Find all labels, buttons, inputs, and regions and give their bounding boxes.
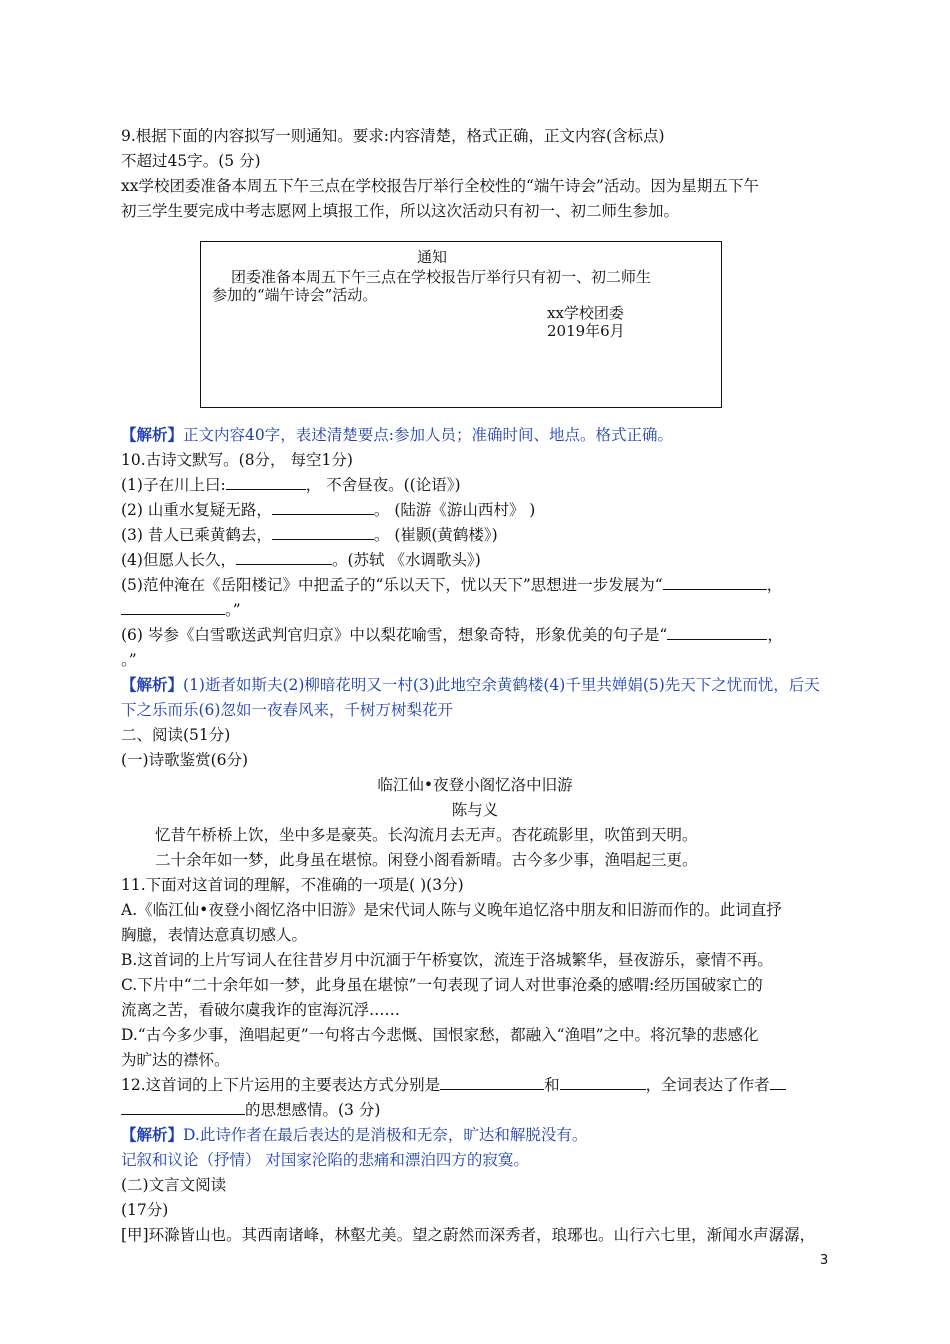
answer-blank[interactable] — [663, 574, 767, 590]
q10-item3-suffix: 。 (崔颢(黄鹤楼》) — [373, 526, 498, 544]
q9-prompt-line1: 9.根据下面的内容拟写一则通知。要求:内容清楚，格式正确，正文内容(含标点) — [121, 127, 665, 145]
answer-blank[interactable] — [272, 524, 374, 540]
q9-material-line2: 初三学生要完成中考志愿网上填报工作，所以这次活动只有初一、初二师生参加。 — [121, 202, 680, 220]
q9-analysis — [121, 424, 673, 446]
notice-title: 通知 — [417, 248, 448, 266]
answer-blank[interactable] — [226, 474, 306, 490]
q12-suffix: 的思想感情。(3 分) — [245, 1101, 381, 1119]
q11-option-c-line2: 流离之苦，看破尔虞我诈的宦海沉浮…… — [121, 1001, 401, 1019]
q12-analysis-line1 — [121, 1124, 587, 1146]
q11-stem: 11.下面对这首词的理解，不准确的一项是( )(3分) — [121, 876, 464, 894]
q10-title: 10.古诗文默写。(8分， 每空1分) — [121, 451, 353, 469]
answer-blank[interactable] — [440, 1074, 544, 1090]
q10-item5-line2 — [121, 599, 241, 621]
q10-item2 — [121, 499, 535, 521]
q10-item4-prefix: (4)但愿人长久， — [121, 551, 236, 569]
analysis-tag: 【解析】 — [121, 425, 184, 444]
poem-author: 陈与义 — [451, 801, 499, 819]
poem-verse1: 忆昔午桥桥上饮，坐中多是豪英。长沟流月去无声。杏花疏影里，吹笛到天明。 — [155, 826, 698, 844]
q10-item1-suffix: ， 不舍昼夜。((论语》) — [305, 476, 461, 494]
q10-analysis-line1 — [121, 674, 820, 696]
q10-analysis-text: (1)逝者如斯夫(2)柳暗花明又一村(3)此地空余黄鹤楼(4)千里共婵娟(5)先天下之忧而忧，后天 — [183, 676, 820, 694]
q9-material-line1: xx学校团委准备本周五下午三点在学校报告厅举行全校性的“端午诗会”活动。因为星期五下午 — [121, 177, 759, 195]
q10-item5-end: 。” — [225, 601, 241, 619]
q10-item6-line1 — [121, 624, 783, 646]
classical-text-line1: [甲]环滁皆山也。其西南诸峰，林壑尤美。望之蔚然而深秀者，琅琊也。山行六七里，渐闻水声潺潺， — [121, 1226, 816, 1244]
q10-item4 — [121, 549, 481, 571]
q10-item2-prefix: (2) 山重水复疑无路， — [121, 501, 272, 519]
q10-item4-suffix: 。(苏轼 《水调歌头》) — [331, 551, 481, 569]
poetry-heading: (一)诗歌鉴赏(6分) — [121, 751, 249, 769]
answer-blank[interactable] — [121, 1099, 245, 1115]
page-number: 3 — [820, 1253, 829, 1268]
classical-heading: (二)文言文阅读 — [121, 1176, 227, 1194]
q10-item3 — [121, 524, 498, 546]
q12-analysis-text: D.此诗作者在最后表达的是消极和无奈，旷达和解脱没有。 — [183, 1126, 588, 1144]
q10-item5-comma: ， — [766, 576, 783, 594]
notice-body-line1: 团委准备本周五下午三点在学校报告厅举行只有初一、初二师生 — [231, 268, 652, 286]
answer-blank[interactable] — [236, 549, 332, 565]
analysis-tag: 【解析】 — [121, 675, 184, 694]
answer-blank[interactable] — [272, 499, 374, 515]
q9-analysis-text: 正文内容40字，表述清楚要点:参加人员；准确时间、地点。格式正确。 — [183, 426, 673, 444]
q11-option-c-line1: C.下片中“二十余年如一梦，此身虽在堪惊”一句表现了词人对世事沧桑的感喟:经历国破家亡的 — [121, 976, 763, 994]
notice-box — [200, 241, 722, 408]
q11-option-d-line1: D.“古今多少事，渔唱起更”一句将古今悲慨、国恨家愁，都融入“渔唱”之中。将沉挚的悲感化 — [121, 1026, 759, 1044]
q10-item6-line2: 。” — [121, 651, 137, 669]
q10-item5-prefix: (5)范仲淹在《岳阳楼记》中把孟子的“乐以天下，忧以天下”思想进一步发展为“ — [121, 576, 663, 594]
poem-title: 临江仙•夜登小阁忆洛中旧游 — [377, 776, 573, 794]
q10-item5-line1 — [121, 574, 782, 596]
notice-signature: xx学校团委 — [547, 304, 624, 322]
q10-item2-suffix: 。 (陆游《游山西村》 ) — [373, 501, 536, 519]
q12-and: 和 — [544, 1076, 560, 1094]
notice-date: 2019年6月 — [547, 322, 625, 340]
q12-middle: ，全词表达了作者 — [645, 1076, 770, 1094]
q12-prefix: 12.这首词的上下片运用的主要表达方式分别是 — [121, 1076, 441, 1094]
q10-item6-comma: ， — [767, 626, 783, 644]
q12-line1 — [121, 1074, 786, 1096]
q11-option-b: B.这首词的上片写词人在往昔岁月中沉湎于午桥宴饮，流连于洛城繁华，昼夜游乐，豪情不再。 — [121, 951, 773, 969]
q11-option-d-line2: 为旷达的襟怀。 — [121, 1051, 230, 1069]
section-heading: 二、阅读(51分) — [121, 726, 231, 744]
q10-analysis-line2: 下之乐而乐(6)忽如一夜春风来，千树万树梨花开 — [121, 701, 453, 719]
q9-prompt-line2: 不超过45字。(5 分) — [121, 152, 261, 170]
q10-item1-prefix: (1)子在川上曰: — [121, 476, 226, 494]
q11-option-a-line2: 胸臆，表情达意真切感人。 — [121, 926, 308, 944]
answer-blank[interactable] — [121, 599, 225, 615]
answer-blank[interactable] — [770, 1074, 786, 1090]
classical-score: (17分) — [121, 1201, 169, 1219]
q10-item3-prefix: (3) 昔人已乘黄鹤去， — [121, 526, 272, 544]
poem-verse2: 二十余年如一梦，此身虽在堪惊。闲登小阁看新晴。古今多少事，渔唱起三更。 — [155, 851, 698, 869]
q11-option-a-line1: A.《临江仙•夜登小阁忆洛中旧游》是宋代词人陈与义晚年追忆洛中朋友和旧游而作的。此词直抒 — [121, 901, 782, 919]
q12-line2 — [121, 1099, 380, 1121]
q12-analysis-line2: 记叙和议论（抒情） 对国家沦陷的悲痛和漂泊四方的寂寞。 — [121, 1151, 529, 1169]
answer-blank[interactable] — [560, 1074, 646, 1090]
notice-body-line2: 参加的“端午诗会”活动。 — [212, 286, 378, 304]
analysis-tag: 【解析】 — [121, 1125, 184, 1144]
q10-item6-prefix: (6) 岑参《白雪歌送武判官归京》中以梨花喻雪，想象奇特，形象优美的句子是“ — [121, 626, 668, 644]
q10-item1 — [121, 474, 461, 496]
answer-blank[interactable] — [667, 624, 767, 640]
